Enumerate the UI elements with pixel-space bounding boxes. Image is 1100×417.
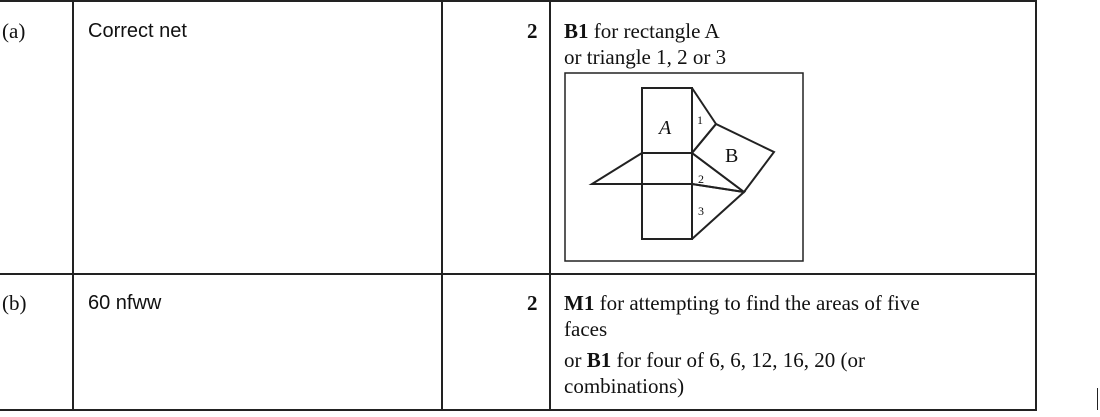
marks-a: 2 <box>527 19 538 43</box>
guidance-b-line1 <box>564 290 920 316</box>
face-centre <box>642 153 692 184</box>
triangle-left <box>592 153 642 184</box>
answer-a: Correct net <box>88 20 187 42</box>
label-3: 3 <box>698 204 704 218</box>
guidance-b-code3: B1 <box>586 348 612 372</box>
edge-mark <box>1097 388 1098 410</box>
net-diagram <box>564 72 804 262</box>
column-divider-2 <box>441 0 443 411</box>
label-a: A <box>659 117 672 139</box>
label-2: 2 <box>698 172 704 186</box>
guidance-a-line2: or triangle 1, 2 or 3 <box>564 45 727 69</box>
guidance-b-line4: combinations) <box>564 374 685 398</box>
guidance-b-text1: for attempting to find the areas of five <box>594 291 920 315</box>
marks-b: 2 <box>527 291 538 315</box>
guidance-a-line1 <box>564 18 720 44</box>
diagram-frame <box>565 73 803 261</box>
triangle-1 <box>692 88 716 153</box>
row-divider <box>0 273 1037 275</box>
column-divider-3 <box>549 0 551 411</box>
label-1: 1 <box>697 113 703 127</box>
face-bottom <box>642 184 692 239</box>
label-b: B <box>725 145 739 167</box>
column-divider-1 <box>72 0 74 411</box>
table-right-border <box>1035 0 1037 411</box>
guidance-a-code: B1 <box>564 19 589 43</box>
guidance-b-line2: faces <box>564 317 608 341</box>
guidance-b-code1: M1 <box>564 291 595 315</box>
guidance-b-line3 <box>564 347 865 373</box>
answer-b: 60 nfww <box>88 292 162 314</box>
guidance-b-pre3: or <box>564 348 587 372</box>
table-bottom-border <box>0 409 1037 411</box>
part-label-a: (a) <box>2 19 26 43</box>
guidance-a-text: for rectangle A <box>588 19 720 43</box>
guidance-b-text3: for four of 6, 6, 12, 16, 20 (or <box>611 348 865 372</box>
part-label-b: (b) <box>2 291 27 315</box>
table-top-border <box>0 0 1037 2</box>
